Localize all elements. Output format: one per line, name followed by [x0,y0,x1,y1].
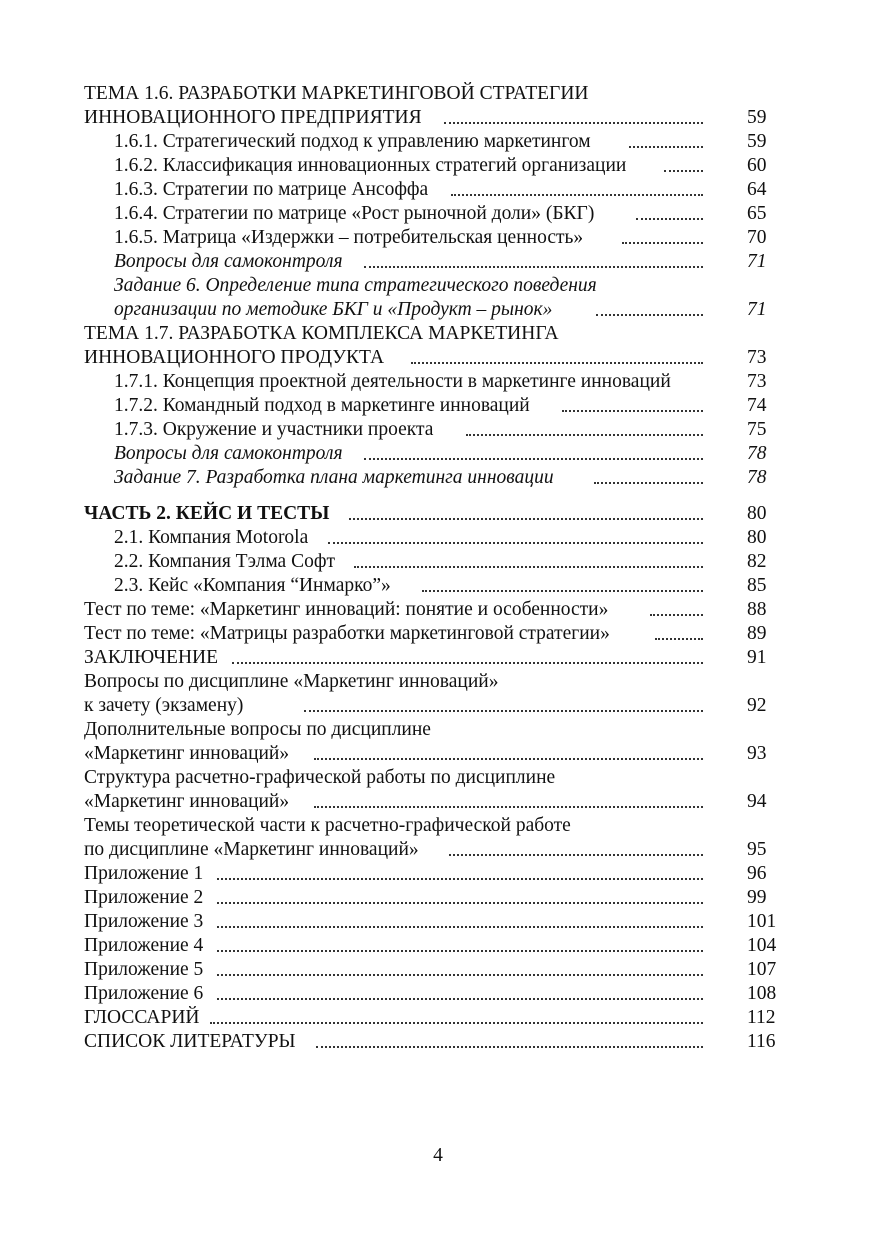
toc-entry-text: 1.6.5. Матрица «Издержки – потребительская ценность» [114,227,584,248]
dot-leader [304,710,703,712]
toc-entry [84,742,784,766]
dot-leader [594,482,703,484]
toc-entry-page: 78 [747,443,767,464]
toc-entry [84,598,784,622]
dot-leader [328,542,703,544]
dot-leader [449,854,703,856]
dot-leader [444,122,703,124]
dot-leader [364,458,703,460]
toc-entry-page: 80 [747,503,767,524]
dot-leader [422,590,703,592]
toc-entry-text: Приложение 6 [84,983,204,1004]
toc-entry [84,718,784,742]
dot-leader [316,1046,703,1048]
toc-entry-text: 1.7.3. Окружение и участники проекта [114,419,434,440]
toc-entry-text: 1.7.2. Командный подход в маркетинге инноваций [114,395,530,416]
toc-entry [84,82,784,106]
toc-entry-page: 93 [747,743,767,764]
toc-entry-text: ИННОВАЦИОННОГО ПРЕДПРИЯТИЯ [84,107,422,128]
dot-leader [232,662,703,664]
toc-entry-page: 92 [747,695,767,716]
dot-leader [596,314,703,316]
toc-entry [84,502,784,526]
toc-entry-page: 91 [747,647,767,668]
toc-entry-text: Приложение 1 [84,863,204,884]
toc-entry [84,934,784,958]
toc-entry-page: 71 [747,299,767,320]
toc-entry-page: 75 [747,419,767,440]
toc-entry [84,1006,784,1030]
toc-entry-page: 107 [747,959,777,980]
dot-leader [411,362,703,364]
toc-entry [84,526,784,550]
toc-entry-page: 101 [747,911,777,932]
toc-entry-page: 65 [747,203,767,224]
toc-entry-page: 96 [747,863,767,884]
toc-entry-page: 80 [747,527,767,548]
toc-entry-page: 88 [747,599,767,620]
toc-entry-text: Вопросы для самоконтроля [114,251,343,272]
toc-entry-page: 74 [747,395,767,416]
toc-entry [84,550,784,574]
dot-leader [655,638,703,640]
dot-leader [314,806,703,808]
toc-entry-page: 70 [747,227,767,248]
toc-entry-page: 112 [747,1007,776,1028]
toc-entry-text: 2.2. Компания Тэлма Софт [114,551,335,572]
toc-entry-text: 1.6.3. Стратегии по матрице Ансоффа [114,179,429,200]
dot-leader [622,242,703,244]
toc-entry-text: Вопросы для самоконтроля [114,443,343,464]
toc-entry-text: к зачету (экзамену) [84,695,244,716]
toc-entry-text: организации по методике БКГ и «Продукт – рынок» [114,299,553,320]
dot-leader [562,410,703,412]
toc-entry [84,250,784,274]
toc-entry-text: Приложение 2 [84,887,204,908]
toc-entry [84,862,784,886]
dot-leader [217,902,703,904]
toc-entry [84,574,784,598]
toc-entry [84,346,784,370]
toc-entry-page: 89 [747,623,767,644]
dot-leader [364,266,703,268]
toc-entry-text: 2.1. Компания Motorola [114,527,309,548]
toc-entry-text: Дополнительные вопросы по дисциплине [84,719,431,740]
toc-entry [84,418,784,442]
dot-leader [217,926,703,928]
toc-entry-text: 1.7.1. Концепция проектной деятельности в маркетинге инноваций [114,371,671,392]
toc-entry [84,370,784,394]
toc-entry-page: 60 [747,155,767,176]
toc-entry-text: СПИСОК ЛИТЕРАТУРЫ [84,1031,296,1052]
toc-entry [84,670,784,694]
toc-entry [84,322,784,346]
toc-entry-page: 82 [747,551,767,572]
dot-leader [664,170,703,172]
toc-entry [84,226,784,250]
toc-entry-page: 71 [747,251,767,272]
toc-entry [84,466,784,490]
toc-entry-text: Задание 6. Определение типа стратегического поведения [114,275,597,296]
dot-leader [354,566,703,568]
toc-entry-text: Задание 7. Разработка плана маркетинга инновации [114,467,554,488]
toc-entry-page: 73 [747,347,767,368]
toc-entry-text: 2.3. Кейс «Компания “Инмарко”» [114,575,391,596]
dot-leader [349,518,703,520]
toc-entry [84,298,784,322]
toc-entry [84,394,784,418]
toc-entry [84,766,784,790]
toc-entry-text: Тест по теме: «Матрицы разработки маркетинговой стратегии» [84,623,610,644]
toc-entry [84,910,784,934]
toc-entry [84,106,784,130]
toc-entry-page: 108 [747,983,777,1004]
toc-entry-text: «Маркетинг инноваций» [84,791,290,812]
toc-entry [84,982,784,1006]
toc-entry [84,790,784,814]
toc-entry-page: 64 [747,179,767,200]
toc-entry [84,694,784,718]
toc-entry-page: 59 [747,131,767,152]
toc-entry [84,646,784,670]
toc-entry [84,202,784,226]
toc-entry [84,130,784,154]
toc-entry-page: 95 [747,839,767,860]
table-of-contents [84,82,784,1054]
toc-entry-page: 116 [747,1031,776,1052]
dot-leader [466,434,703,436]
toc-entry-text: Вопросы по дисциплине «Маркетинг инноваций» [84,671,499,692]
dot-leader [217,974,703,976]
toc-entry-page: 73 [747,371,767,392]
toc-entry [84,622,784,646]
toc-entry-page: 94 [747,791,767,812]
dot-leader [650,614,703,616]
toc-entry-page: 99 [747,887,767,908]
toc-entry-text: Тест по теме: «Маркетинг инноваций: понятие и особенности» [84,599,609,620]
dot-leader [314,758,703,760]
toc-entry-text: ЧАСТЬ 2. КЕЙС И ТЕСТЫ [84,503,330,524]
toc-entry [84,442,784,466]
toc-entry [84,838,784,862]
dot-leader [217,878,703,880]
toc-entry-text: «Маркетинг инноваций» [84,743,290,764]
toc-entry-text: Приложение 4 [84,935,204,956]
toc-entry [84,1030,784,1054]
dot-leader [636,218,703,220]
toc-entry-text: Приложение 5 [84,959,204,980]
toc-entry-text: ТЕМА 1.6. РАЗРАБОТКИ МАРКЕТИНГОВОЙ СТРАТЕГИИ [84,83,589,104]
dot-leader [217,998,703,1000]
toc-entry-page: 85 [747,575,767,596]
toc-entry-text: 1.6.1. Стратегический подход к управлению маркетингом [114,131,591,152]
toc-entry-text: 1.6.4. Стратегии по матрице «Рост рыночной доли» (БКГ) [114,203,595,224]
dot-leader [629,146,703,148]
toc-entry-text: Структура расчетно-графической работы по дисциплине [84,767,556,788]
toc-entry [84,814,784,838]
toc-entry-text: Приложение 3 [84,911,204,932]
toc-entry-text: 1.6.2. Классификация инновационных стратегий организации [114,155,627,176]
dot-leader [217,950,703,952]
toc-entry [84,958,784,982]
dot-leader [210,1022,703,1024]
toc-entry [84,886,784,910]
toc-entry-page: 59 [747,107,767,128]
toc-entry-text: ИННОВАЦИОННОГО ПРОДУКТА [84,347,385,368]
toc-entry-text: ЗАКЛЮЧЕНИЕ [84,647,219,668]
page-number: 4 [433,1145,443,1166]
toc-entry [84,178,784,202]
toc-entry-text: по дисциплине «Маркетинг инноваций» [84,839,419,860]
spacer [84,490,784,502]
toc-entry-page: 78 [747,467,767,488]
toc-entry-text: ТЕМА 1.7. РАЗРАБОТКА КОМПЛЕКСА МАРКЕТИНГА [84,323,559,344]
toc-entry-page: 104 [747,935,777,956]
toc-entry-text: ГЛОССАРИЙ [84,1007,200,1028]
dot-leader [451,194,703,196]
toc-entry [84,154,784,178]
toc-entry-text: Темы теоретической части к расчетно-графической работе [84,815,571,836]
toc-entry [84,274,784,298]
